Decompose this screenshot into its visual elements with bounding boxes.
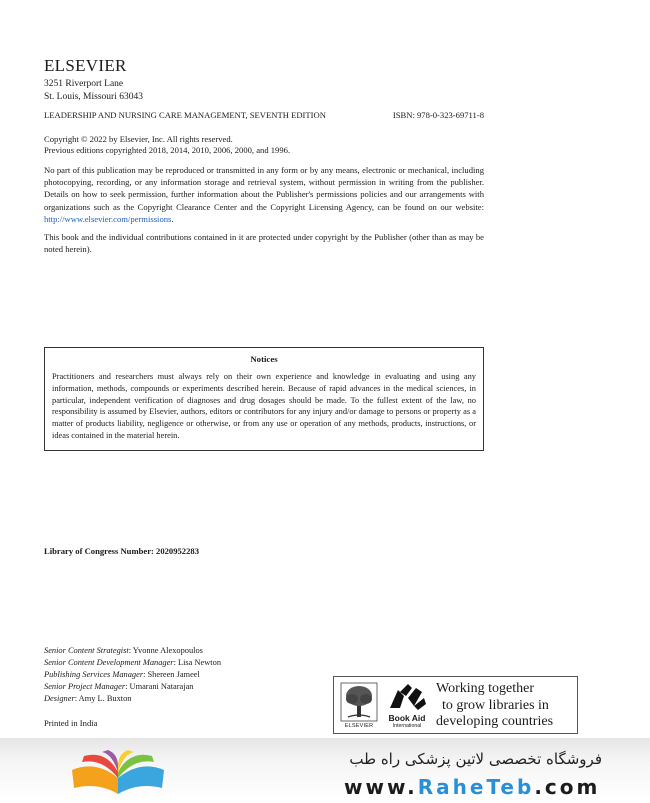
notices-body: Practitioners and researchers must always rely on their own experience and knowledge in evaluating and using any information, methods, compounds or experiments described herein. Because of rapid advances in the medical sciences, in particular, independent verification of diagnoses and drug dosages should be made. To the fullest extent of the law, no responsibility is assumed by Elsevier, authors, editors or contributors for any injury and/or damage to persons or property as a matter of products liability, negligence or otherwise, or from any use or operation of any methods, products, instructions, or ideas contained in the material herein. (52, 372, 476, 440)
copyright-line-1: Copyright © 2022 by Elsevier, Inc. All rights reserved. (44, 134, 233, 144)
permissions-paragraph (44, 164, 484, 225)
address-line-2: St. Louis, Missouri 63043 (44, 92, 143, 102)
protection-paragraph: This book and the individual contributions contained in it are protected under copyright by the Publisher (other than as may be noted herein). (44, 232, 484, 255)
credit-person: Amy L. Buxton (78, 693, 132, 703)
credit-role: Senior Project Manager (44, 681, 126, 691)
credits-list (44, 645, 221, 705)
open-book-rainbow-icon (68, 748, 168, 798)
isbn: ISBN: 978-0-323-69711-8 (392, 110, 484, 120)
address-line-1: 3251 Riverport Lane (44, 79, 124, 89)
tagline-line-3: developing countries (436, 714, 554, 729)
publisher-address (44, 78, 143, 104)
credit-person: Yvonne Alexopoulos (132, 646, 203, 655)
elsevier-tree-icon (340, 682, 378, 729)
credit-person: Lisa Newton (177, 657, 222, 667)
partnership-tagline (436, 681, 553, 731)
credit-role: Designer (44, 693, 75, 703)
credit-role: Publishing Services Manager (44, 669, 144, 679)
book-aid-hands-icon (384, 682, 430, 729)
book-aid-partnership-box (333, 676, 578, 734)
url-prefix: www. (344, 775, 418, 799)
credit-row: Senior Content Development Manager: Lisa Newton (44, 657, 222, 667)
credit-person: Umarani Natarajan (129, 681, 194, 691)
book-aid-name: Book Aid (388, 713, 426, 723)
store-name-persian: فروشگاه تخصصی لاتین پزشکی راه طب (349, 750, 602, 768)
permissions-text-end: . (171, 213, 174, 224)
tagline-line-2: to grow libraries in (442, 697, 549, 713)
url-suffix: .com (534, 775, 601, 799)
copyright-notice (44, 134, 484, 156)
credit-row: Senior Project Manager: Umarani Natarajan (44, 681, 194, 691)
copyright-line-2: Previous editions copyrighted 2018, 2014, 2010, 2006, 2000, and 1996. (44, 145, 291, 156)
printed-in: Printed in India (44, 718, 98, 728)
book-title: LEADERSHIP AND NURSING CARE MANAGEMENT, SEVENTH EDITION (44, 110, 326, 120)
elsevier-logo-label: ELSEVIER (344, 723, 374, 729)
edition-line (44, 110, 484, 120)
publisher-name: ELSEVIER (44, 56, 127, 75)
credit-row: Senior Content Strategist: Yvonne Alexopoulos (44, 646, 203, 655)
store-url[interactable] (344, 775, 600, 799)
credit-row: Designer: Amy L. Buxton (44, 693, 132, 703)
credit-person: Shereen Jameel (147, 669, 200, 679)
tagline-line-1: Working together (436, 681, 535, 696)
book-aid-subtitle: International (392, 723, 422, 729)
notices-box (44, 347, 484, 451)
credit-role: Senior Content Development Manager (44, 657, 174, 667)
library-of-congress-number: Library of Congress Number: 2020952283 (44, 546, 199, 556)
permissions-text: No part of this publication may be reproduced or transmitted in any form or by any means, electronic or mechanical, including photocopying, recording, or any information storage and retrieval system, without permission in writing from the publisher. Details on how to seek permission, further information about the Publisher's permissions policies and our arrangements with organizations such as the Copyright Clearance Center and the Copyright Licensing Agency, can be found on our website: (44, 165, 484, 212)
url-brand: RaheTeb (417, 775, 535, 799)
credit-role: Senior Content Strategist (44, 646, 129, 655)
permissions-link[interactable]: http://www.elsevier.com/permissions (44, 213, 172, 224)
credit-row: Publishing Services Manager: Shereen Jameel (44, 669, 200, 679)
notices-title: Notices (250, 354, 278, 364)
